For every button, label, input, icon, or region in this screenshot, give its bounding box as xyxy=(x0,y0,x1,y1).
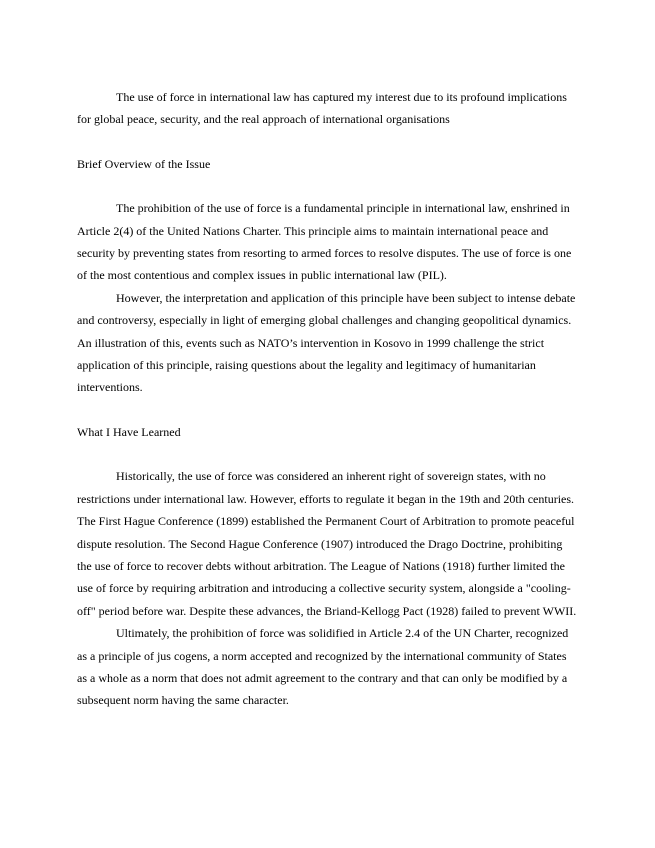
intro-paragraph: The use of force in international law has captured my interest due to its profound implications for global peace, security, and the real approach of international organisations xyxy=(77,90,567,127)
learned-paragraph-1: Historically, the use of force was considered an inherent right of sovereign states, with no restrictions under international law. However, efforts to regulate it began in the 19th and 20th centuries. The First Hague Conference (1899) established the Permanent Court of Arbitration to promote peaceful dispute resolution. The Second Hague Conference (1907) introduced the Drago Doctrine, prohibiting the use of force to recover debts without arbitration. The League of Nations (1918) further limited the use of force by requiring arbitration and introducing a collective security system, alongside a "cooling-off" period before war. Despite these advances, the Briand-Kellogg Pact (1928) failed to prevent WWII. xyxy=(77,469,577,618)
overview-paragraph-1: The prohibition of the use of force is a fundamental principle in international law, enshrined in Article 2(4) of the United Nations Charter. This principle aims to maintain international peace and security by preventing states from resorting to armed forces to resolve disputes. The use of force is one of the most contentious and complex issues in public international law (PIL). xyxy=(77,201,572,283)
section-heading-learned: What I Have Learned xyxy=(77,424,181,439)
learned-paragraph-2: Ultimately, the prohibition of force was solidified in Article 2.4 of the UN Charter, recognized as a principle of jus cogens, a norm accepted and recognized by the international community of States as a whole as a norm that does not admit agreement to the contrary and that can only be modified by a subsequent norm having the same character. xyxy=(77,626,569,708)
document-page xyxy=(77,86,579,712)
overview-paragraph-2: However, the interpretation and application of this principle have been subject to intense debate and controversy, especially in light of emerging global challenges and changing geopolitical dynamics. An illustration of this, events such as NATO’s intervention in Kosovo in 1999 challenge the strict application of this principle, raising questions about the legality and legitimacy of humanitarian interventions. xyxy=(77,290,576,395)
section-heading-overview: Brief Overview of the Issue xyxy=(77,156,211,171)
